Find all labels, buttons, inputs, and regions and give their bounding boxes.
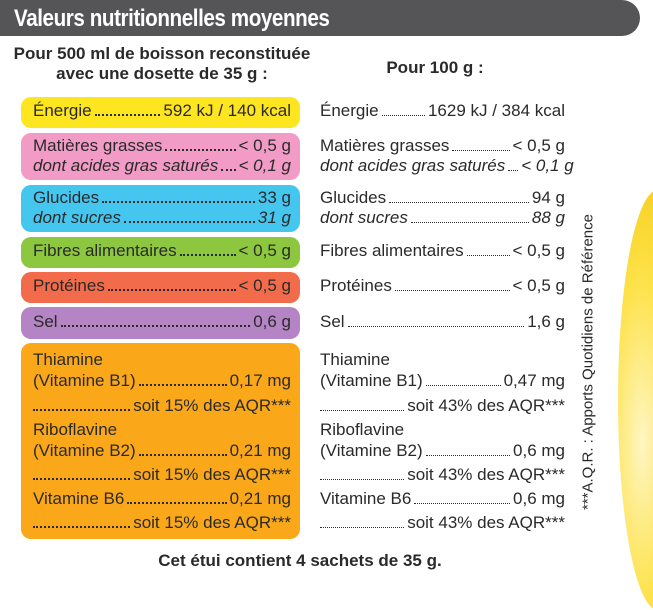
right-riboflavine-name: Riboflavine bbox=[320, 420, 405, 439]
title-banner bbox=[0, 0, 640, 36]
right-row-acides-gras: dont acides gras saturés < 0,1 g bbox=[320, 156, 574, 175]
right-thiamine-name: Thiamine bbox=[320, 350, 390, 369]
right-row-riboflavine-aqr: soit 43% des AQR*** bbox=[320, 465, 565, 485]
left-riboflavine-name: Riboflavine bbox=[33, 420, 118, 439]
left-row-matieres: Matières grasses < 0,5 g bbox=[33, 136, 291, 155]
left-header-line-1: Pour 500 ml de boisson reconstituée bbox=[13, 44, 311, 63]
left-thiamine-name: Thiamine bbox=[33, 350, 103, 369]
left-row-sel: Sel 0,6 g bbox=[33, 312, 291, 331]
left-row-b6: Vitamine B6 0,21 mg bbox=[33, 489, 291, 508]
right-row-energie: Énergie 1629 kJ / 384 kcal bbox=[320, 101, 565, 120]
left-row-riboflavine-aqr: soit 15% des AQR*** bbox=[33, 465, 291, 485]
left-row-proteines: Protéines < 0,5 g bbox=[33, 276, 291, 295]
page-title: Valeurs nutritionnelles moyennes bbox=[14, 5, 330, 32]
left-row-glucides: Glucides 33 g bbox=[33, 188, 291, 207]
right-row-b6-aqr: soit 43% des AQR*** bbox=[320, 513, 565, 533]
right-row-proteines: Protéines < 0,5 g bbox=[320, 276, 565, 295]
left-row-thiamine-aqr: soit 15% des AQR*** bbox=[33, 396, 291, 416]
right-column-header: Pour 100 g : bbox=[386, 58, 484, 77]
right-row-fibres: Fibres alimentaires < 0,5 g bbox=[320, 241, 565, 260]
left-header-line-2: avec une dosette de 35 g : bbox=[56, 64, 268, 83]
left-row-fibres: Fibres alimentaires < 0,5 g bbox=[33, 241, 291, 260]
decorative-yellow-shape bbox=[618, 190, 653, 610]
right-row-sucres: dont sucres 88 g bbox=[320, 208, 565, 227]
right-row-sel: Sel 1,6 g bbox=[320, 312, 565, 331]
right-row-glucides: Glucides 94 g bbox=[320, 188, 565, 207]
right-row-riboflavine: (Vitamine B2) 0,6 mg bbox=[320, 441, 565, 460]
left-row-riboflavine: (Vitamine B2) 0,21 mg bbox=[33, 441, 291, 460]
left-row-b6-aqr: soit 15% des AQR*** bbox=[33, 513, 291, 533]
left-row-thiamine: (Vitamine B1) 0,17 mg bbox=[33, 371, 291, 390]
left-column-header bbox=[12, 44, 312, 84]
right-row-thiamine: (Vitamine B1) 0,47 mg bbox=[320, 371, 565, 390]
left-row-acides-gras: dont acides gras saturés < 0,1 g bbox=[33, 156, 291, 175]
package-contents-note: Cet étui contient 4 sachets de 35 g. bbox=[158, 551, 442, 570]
left-row-sucres: dont sucres 31 g bbox=[33, 208, 291, 227]
aqr-footnote-text: ***A.Q.R. : Apports Quotidiens de Référence bbox=[579, 214, 597, 510]
left-row-energie: Énergie 592 kJ / 140 kcal bbox=[33, 101, 291, 120]
right-row-b6: Vitamine B6 0,6 mg bbox=[320, 489, 565, 508]
right-row-matieres: Matières grasses < 0,5 g bbox=[320, 136, 565, 155]
right-row-thiamine-aqr: soit 43% des AQR*** bbox=[320, 396, 565, 416]
